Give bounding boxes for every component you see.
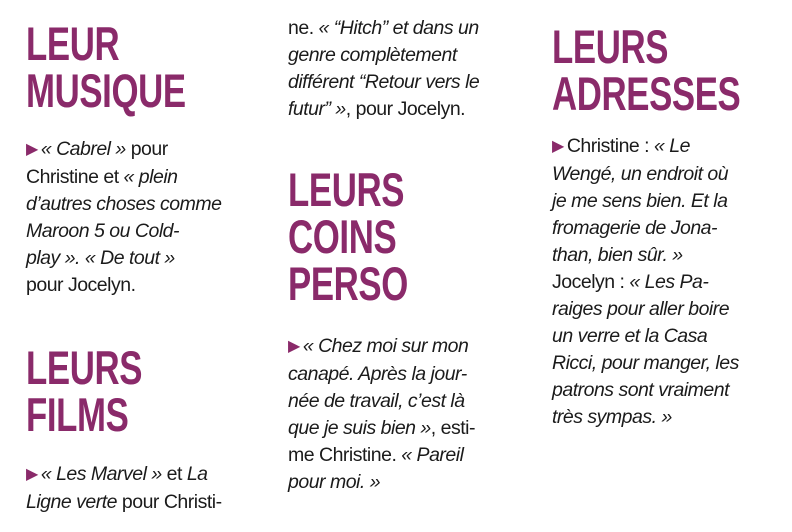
text-leurs-films-continued — [288, 15, 479, 123]
text-line — [552, 161, 739, 188]
italic-quote-text: « Les Marvel » — [40, 463, 162, 485]
italic-quote-text: « “Hitch” et dans un — [318, 17, 479, 39]
body-text: pour Jocelyn. — [26, 274, 136, 296]
text-line — [26, 191, 221, 218]
body-text: me Christine. — [288, 444, 402, 466]
text-line — [552, 242, 739, 269]
text-line — [288, 361, 475, 388]
italic-quote-text: je me sens bien. Et la — [552, 190, 728, 212]
italic-quote-text: raiges pour aller boire — [552, 298, 730, 320]
text-line — [26, 136, 221, 164]
body-text: et — [161, 463, 187, 485]
body-text: pour — [125, 138, 168, 160]
text-leur-musique — [26, 136, 221, 299]
italic-quote-text: « Les Pa- — [629, 271, 709, 293]
text-leurs-adresses — [552, 133, 739, 431]
italic-quote-text: d’autres choses comme — [26, 193, 222, 215]
body-text: Christine : — [566, 135, 655, 157]
heading-line: PERSO — [288, 257, 408, 310]
text-line — [552, 323, 739, 350]
heading-line: LEURS — [26, 341, 143, 394]
text-line — [288, 388, 475, 415]
italic-quote-text: canapé. Après la jour- — [288, 363, 467, 385]
text-line — [288, 69, 479, 96]
italic-quote-text: différent “Retour vers le — [288, 71, 480, 93]
italic-quote-text: « Pareil — [401, 444, 464, 466]
text-line — [552, 133, 739, 161]
text-line — [552, 377, 739, 404]
triangle-right-icon: ▶ — [552, 138, 564, 155]
text-line — [26, 164, 221, 191]
italic-quote-text: pour moi. » — [288, 471, 381, 493]
text-line — [552, 404, 739, 431]
italic-quote-text: patrons sont vraiment — [552, 379, 730, 401]
heading-line: LEUR — [26, 17, 120, 70]
text-line — [288, 42, 479, 69]
text-line — [288, 15, 479, 42]
heading-leurs-coins-perso — [288, 163, 408, 310]
heading-leur-musique — [26, 17, 186, 117]
italic-quote-text: que je suis bien » — [288, 417, 431, 439]
italic-quote-text: « Le — [654, 135, 690, 157]
text-line — [288, 333, 475, 361]
italic-quote-text: Ligne verte — [26, 491, 117, 513]
italic-quote-text: fromagerie de Jona- — [552, 217, 718, 239]
italic-quote-text: Ricci, pour manger, les — [552, 352, 739, 374]
triangle-right-icon: ▶ — [26, 466, 38, 483]
text-line — [552, 350, 739, 377]
text-line — [288, 415, 475, 442]
body-text: Christine et — [26, 166, 124, 188]
heading-line: LEURS — [288, 163, 405, 216]
text-leurs-films — [26, 461, 222, 516]
text-line — [26, 489, 222, 516]
body-text: , pour Jocelyn. — [345, 98, 466, 120]
italic-quote-text: play ». — [26, 247, 80, 269]
heading-leurs-films — [26, 341, 143, 441]
text-line — [288, 96, 479, 123]
heading-line: LEURS — [552, 20, 669, 73]
text-line — [26, 218, 221, 245]
italic-quote-text: « De tout » — [84, 247, 175, 269]
italic-quote-text: « Chez moi sur mon — [302, 335, 469, 357]
text-line — [552, 269, 739, 296]
heading-line: COINS — [288, 210, 397, 263]
italic-quote-text: « Cabrel » — [40, 138, 126, 160]
italic-quote-text: futur” » — [288, 98, 346, 120]
text-line — [288, 469, 475, 496]
italic-quote-text: La — [186, 463, 208, 485]
text-line — [26, 245, 221, 272]
body-text: pour Christi- — [116, 491, 222, 513]
heading-line: ADRESSES — [552, 67, 741, 120]
body-text: ne. — [288, 17, 319, 39]
heading-leurs-adresses — [552, 20, 741, 120]
heading-line: FILMS — [26, 388, 129, 441]
text-line — [26, 461, 222, 489]
italic-quote-text: than, bien sûr. » — [552, 244, 683, 266]
text-line — [26, 272, 221, 299]
italic-quote-text: un verre et la Casa — [552, 325, 708, 347]
body-text: Jocelyn : — [552, 271, 630, 293]
text-line — [288, 442, 475, 469]
italic-quote-text: très sympas. » — [552, 406, 672, 428]
italic-quote-text: Wengé, un endroit où — [552, 163, 729, 185]
text-leurs-coins-perso — [288, 333, 475, 496]
italic-quote-text: genre complètement — [288, 44, 457, 66]
text-line — [552, 215, 739, 242]
italic-quote-text: « plein — [123, 166, 178, 188]
body-text: , esti- — [430, 417, 475, 439]
triangle-right-icon: ▶ — [26, 141, 38, 158]
text-line — [552, 296, 739, 323]
italic-quote-text: Maroon 5 ou Cold- — [26, 220, 180, 242]
heading-line: MUSIQUE — [26, 64, 186, 117]
italic-quote-text: née de travail, c’est là — [288, 390, 465, 412]
triangle-right-icon: ▶ — [288, 338, 300, 355]
text-line — [552, 188, 739, 215]
